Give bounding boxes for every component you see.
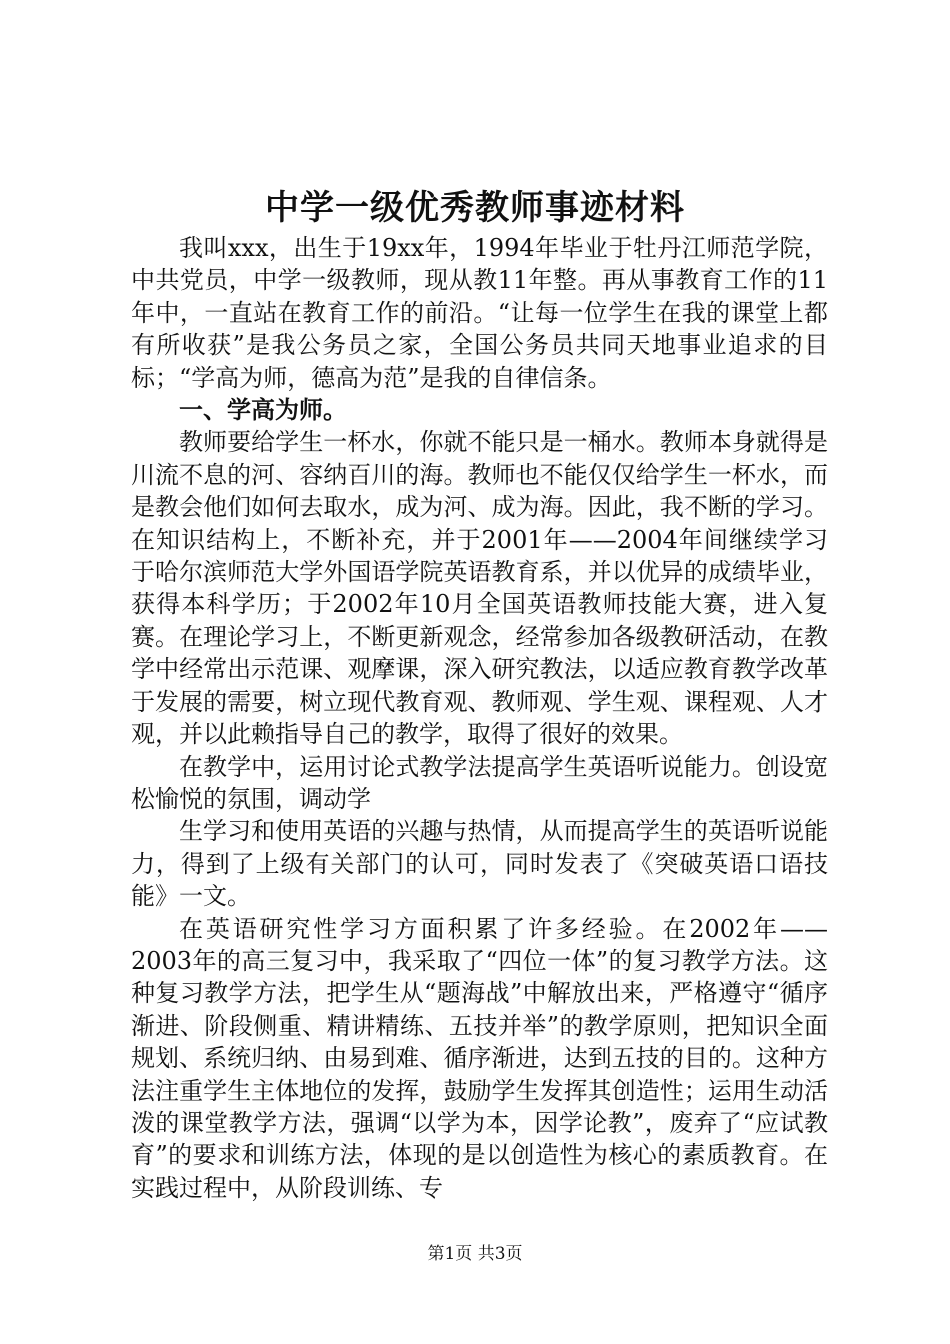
paragraph-teaching: 在教学中，运用讨论式教学法提高学生英语听说能力。创设宽松愉悦的氛围，调动学	[131, 752, 828, 813]
document-body	[131, 232, 828, 1204]
page-footer: 第1页 共3页	[427, 1244, 523, 1264]
paragraph-teaching-continued: 生学习和使用英语的兴趣与热情，从而提高学生的英语听说能力，得到了上级有关部门的认可，同时发表了《突破英语口语技能》一文。	[131, 817, 828, 911]
section-heading: 一、学高为师。	[179, 395, 347, 425]
document-title: 中学一级优秀教师事迹材料	[265, 188, 685, 228]
paragraph-learning: 教师要给学生一杯水，你就不能只是一桶水。教师本身就得是川流不息的河、容纳百川的海。教师也不能仅仅给学生一杯水，而是教会他们如何去取水，成为河、成为海。因此，我不断的学习。在知识结构上，不断补充，并于2001年——2004年间继续学习于哈尔滨师范大学外国语学院英语教育系，并以优异的成绩毕业，获得本科学历；于2002年10月全国英语教师技能大赛，进入复赛。在理论学习上，不断更新观念，经常参加各级教研活动，在教学中经常出示范课、观摩课，深入研究教法，以适应教育教学改革于发展的需要，树立现代教育观、教师观、学生观、课程观、人才观，并以此赖指导自己的教学，取得了很好的效果。	[131, 428, 828, 749]
paragraph-intro: 我叫xxx，出生于19xx年，1994年毕业于牡丹江师范学院，中共党员，中学一级教师，现从教11年整。再从事教育工作的11年中，一直站在教育工作的前沿。“让每一位学生在我的课堂上都有所收获”是我公务员之家，全国公务员共同天地事业追求的目标；“学高为师，德高为范”是我的自律信条。	[131, 234, 828, 392]
paragraph-research: 在英语研究性学习方面积累了许多经验。在2002年——2003年的高三复习中，我采取了“四位一体”的复习教学方法。这种复习教学方法，把学生从“题海战”中解放出来，严格遵守“循序渐进、阶段侧重、精讲精练、五技并举”的教学原则，把知识全面规划、系统归纳、由易到难、循序渐进，达到五技的目的。这种方法注重学生主体地位的发挥，鼓励学生发挥其创造性；运用生动活泼的课堂教学方法，强调“以学为本，因学论教”，废弃了“应试教育”的要求和训练方法，体现的是以创造性为核心的素质教育。在实践过程中，从阶段训练、专	[131, 914, 828, 1202]
